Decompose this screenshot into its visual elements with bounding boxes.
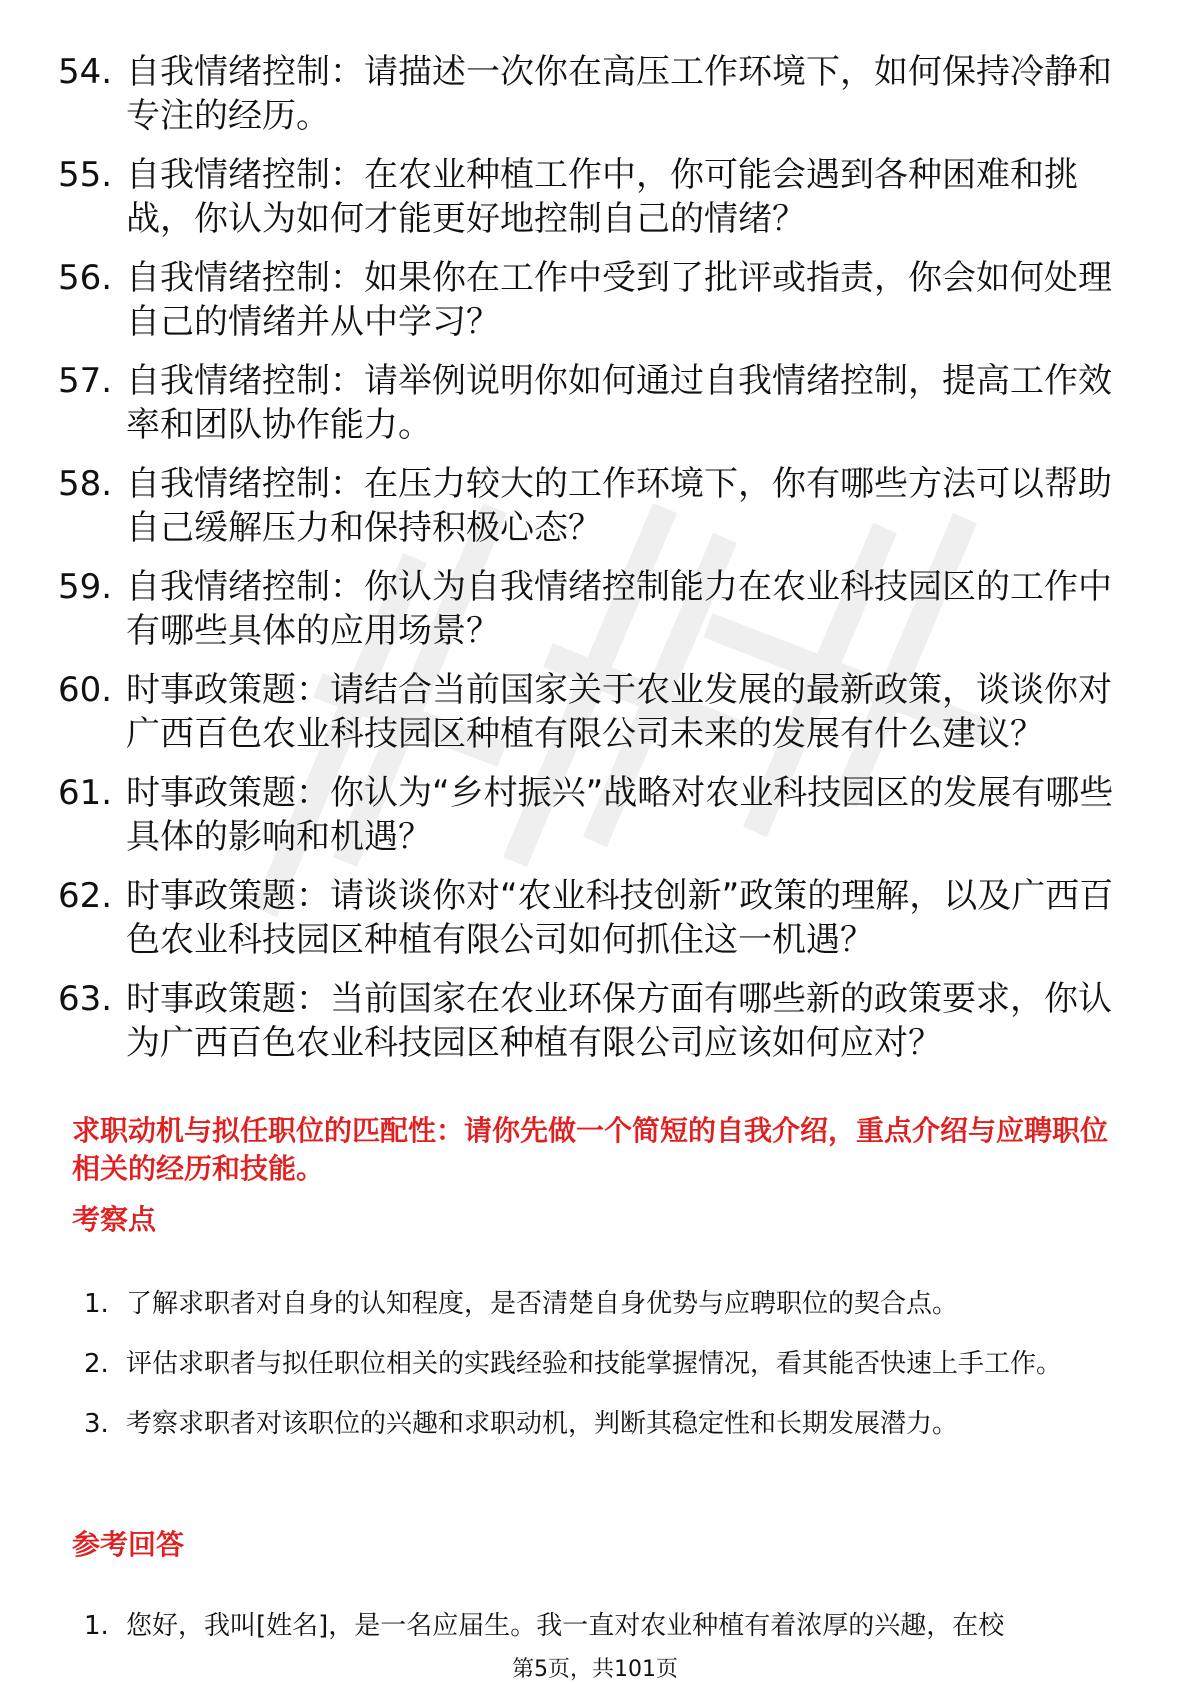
- list-item: [58, 874, 1128, 962]
- item-text: 时事政策题：请结合当前国家关于农业发展的最新政策，谈谈你对广西百色农业科技园区种植有限公司未来的发展有什么建议？: [126, 670, 1112, 754]
- list-item: [84, 1394, 1124, 1454]
- item-number: 60.: [58, 670, 113, 710]
- item-number: 1.: [84, 1611, 109, 1641]
- list-item: [58, 153, 1128, 241]
- item-number: 54.: [58, 52, 113, 92]
- list-item: [58, 462, 1128, 550]
- section-heading: 求职动机与拟任职位的匹配性：请你先做一个简短的自我介绍，重点介绍与应聘职位相关的经历和技能。: [72, 1114, 1109, 1185]
- item-number: 55.: [58, 155, 113, 195]
- list-item: [58, 565, 1128, 653]
- list-item: [84, 1274, 1124, 1334]
- item-number: 62.: [58, 876, 113, 916]
- list-item: [58, 771, 1128, 859]
- list-item: [58, 359, 1128, 447]
- list-item: [58, 256, 1128, 344]
- list-item: [84, 1604, 1124, 1648]
- list-item: [58, 977, 1128, 1065]
- question-list: [58, 50, 1128, 1080]
- item-number: 61.: [58, 773, 113, 813]
- item-number: 2.: [84, 1349, 109, 1379]
- item-text: 您好，我叫[姓名]，是一名应届生。我一直对农业种植有着浓厚的兴趣，在校: [126, 1611, 1005, 1641]
- item-number: 1.: [84, 1289, 109, 1319]
- item-text: 时事政策题：当前国家在农业环保方面有哪些新的政策要求，你认为广西百色农业科技园区种植有限公司应该如何应对？: [126, 979, 1112, 1063]
- item-number: 58.: [58, 464, 113, 504]
- item-text: 考察求职者对该职位的兴趣和求职动机，判断其稳定性和长期发展潜力。: [126, 1409, 959, 1439]
- item-text: 自我情绪控制：在农业种植工作中，你可能会遇到各种困难和挑战，你认为如何才能更好地控制自己的情绪？: [126, 155, 1078, 239]
- page-footer: 第5页，共101页: [512, 1657, 678, 1682]
- item-text: 自我情绪控制：你认为自我情绪控制能力在农业科技园区的工作中有哪些具体的应用场景？: [126, 567, 1112, 651]
- item-text: 自我情绪控制：如果你在工作中受到了批评或指责，你会如何处理自己的情绪并从中学习？: [126, 258, 1112, 342]
- item-text: 自我情绪控制：请描述一次你在高压工作环境下，如何保持冷静和专注的经历。: [126, 52, 1112, 136]
- item-text: 了解求职者对自身的认知程度，是否清楚自身优势与应聘职位的契合点。: [126, 1289, 959, 1319]
- list-item: [58, 668, 1128, 756]
- item-number: 3.: [84, 1409, 109, 1439]
- item-text: 时事政策题：请谈谈你对“农业科技创新”政策的理解，以及广西百色农业科技园区种植有限公司如何抓住这一机遇？: [126, 876, 1114, 960]
- item-number: 57.: [58, 361, 113, 401]
- item-number: 59.: [58, 567, 113, 607]
- item-text: 时事政策题：你认为“乡村振兴”战略对农业科技园区的发展有哪些具体的影响和机遇？: [126, 773, 1114, 857]
- item-text: 评估求职者与拟任职位相关的实践经验和技能掌握情况，看其能否快速上手工作。: [126, 1349, 1063, 1379]
- item-text: 自我情绪控制：请举例说明你如何通过自我情绪控制，提高工作效率和团队协作能力。: [126, 361, 1112, 445]
- answer-list: [84, 1604, 1124, 1648]
- item-number: 56.: [58, 258, 113, 298]
- item-number: 63.: [58, 979, 113, 1019]
- list-item: [84, 1334, 1124, 1394]
- item-text: 自我情绪控制：在压力较大的工作环境下，你有哪些方法可以帮助自己缓解压力和保持积极心态？: [126, 464, 1112, 548]
- focus-heading: 考察点: [72, 1203, 157, 1236]
- answer-heading: 参考回答: [72, 1528, 185, 1561]
- focus-points-list: [84, 1274, 1124, 1454]
- list-item: [58, 50, 1128, 138]
